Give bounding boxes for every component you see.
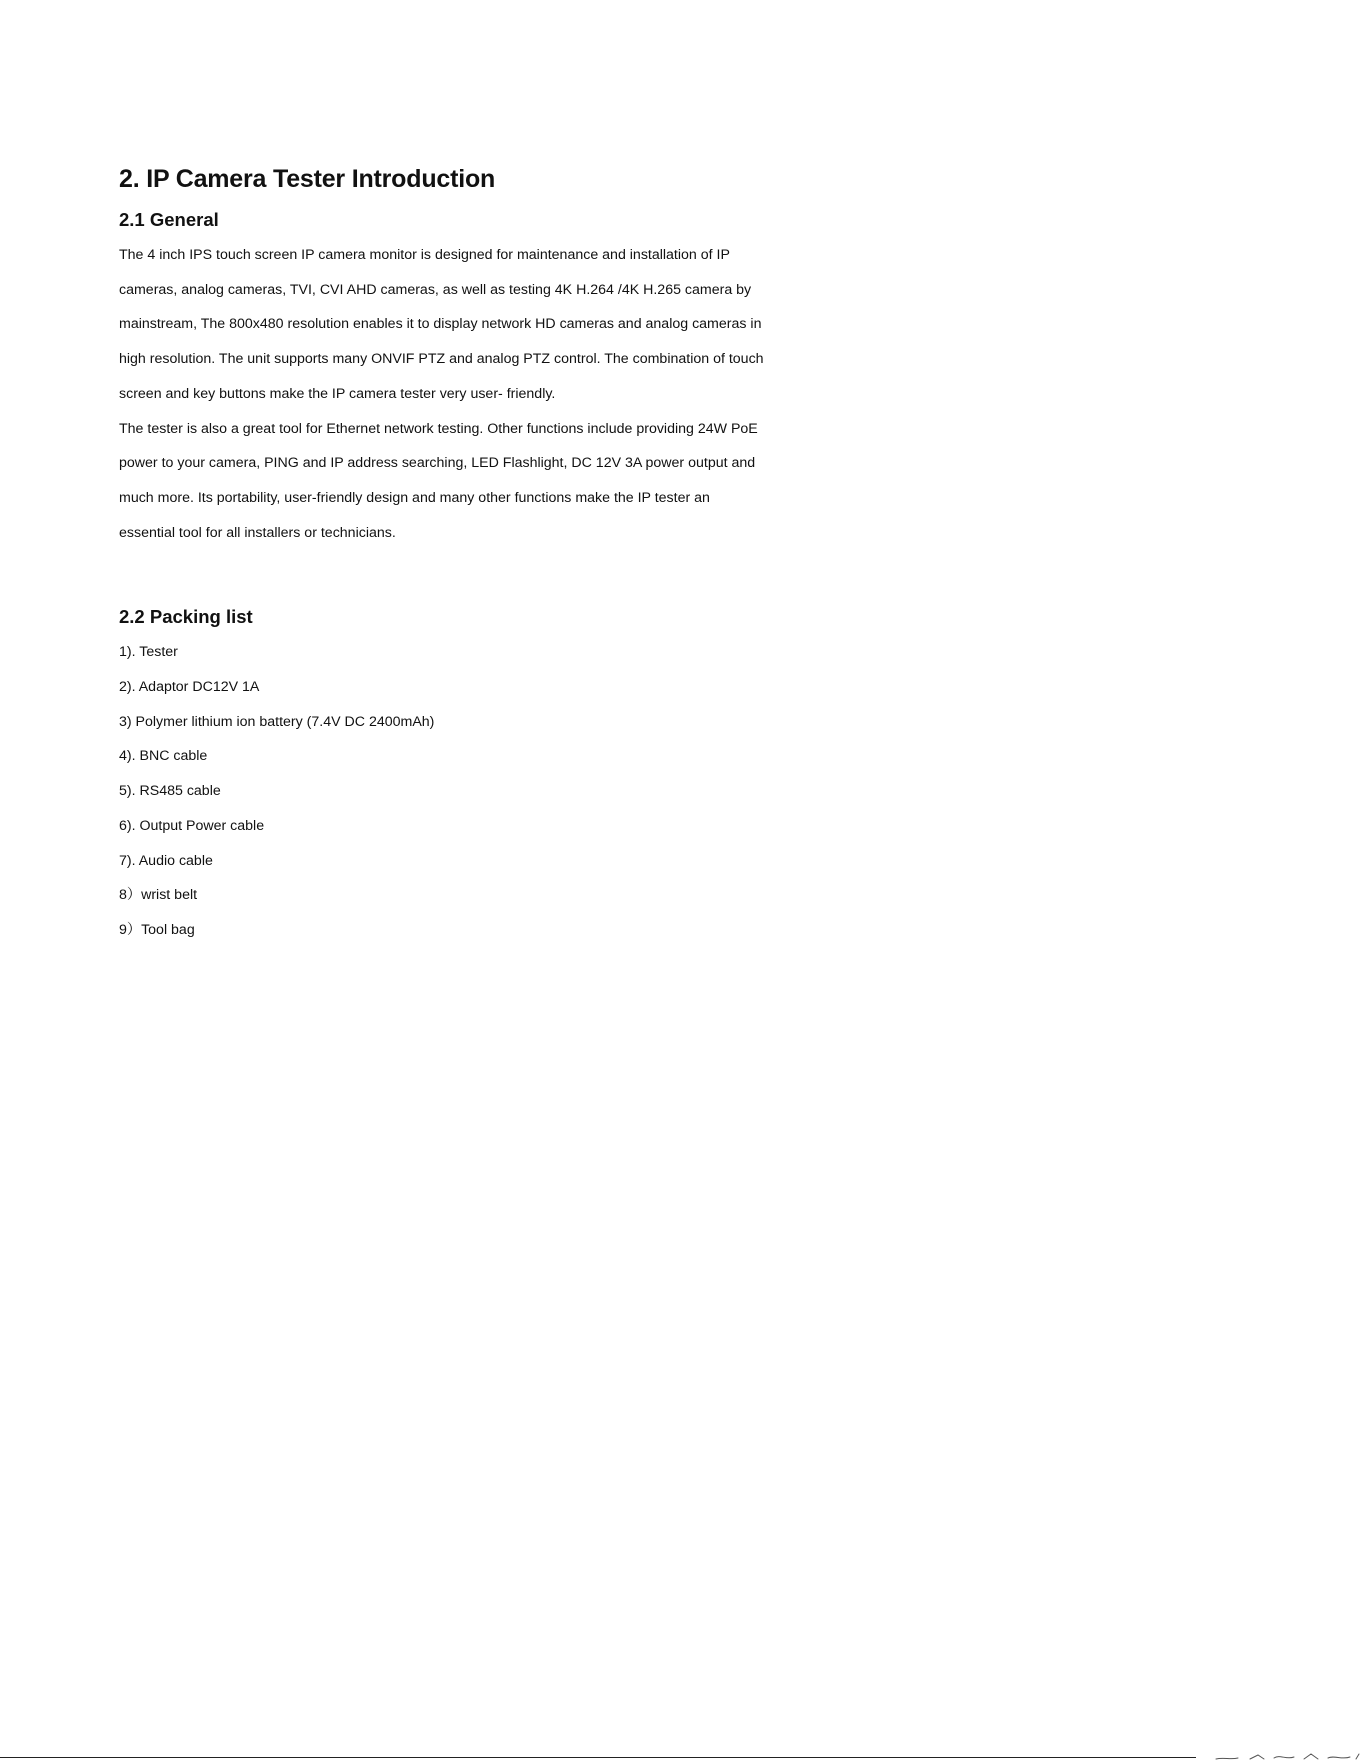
paragraph-line: much more. Its portability, user-friendly design and many other functions make the IP tester an: [119, 489, 710, 506]
document-content: [119, 157, 839, 948]
list-item: 8）wrist belt: [119, 887, 198, 904]
list-item: 4). BNC cable: [119, 748, 208, 765]
list-item: 9）Tool bag: [119, 921, 195, 938]
list-item: 7). Audio cable: [119, 852, 213, 869]
footer-handwriting-mark: [1210, 1748, 1361, 1761]
page-title: 2. IP Camera Tester Introduction: [119, 165, 496, 193]
paragraph-line: power to your camera, PING and IP address searching, LED Flashlight, DC 12V 3A power output and: [119, 455, 756, 472]
paragraph-line: The 4 inch IPS touch screen IP camera monitor is designed for maintenance and installation of IP: [119, 247, 730, 263]
list-item: 5). RS485 cable: [119, 783, 221, 800]
paragraph-line: essential tool for all installers or technicians.: [119, 524, 396, 541]
list-item: 1). Tester: [119, 644, 178, 661]
general-paragraph-2: [119, 412, 839, 551]
packing-list: [119, 635, 839, 947]
list-item: 6). Output Power cable: [119, 817, 265, 834]
list-item: 3) Polymer lithium ion battery (7.4V DC 2400mAh): [119, 713, 435, 730]
paragraph-line: cameras, analog cameras, TVI, CVI AHD cameras, as well as testing 4K H.264 /4K H.265 camera by: [119, 281, 752, 298]
general-paragraph-1: [119, 238, 839, 412]
list-item: 2). Adaptor DC12V 1A: [119, 679, 260, 696]
footer-divider: [0, 1757, 1196, 1758]
section-heading-packing-list: 2.2 Packing list: [119, 606, 253, 628]
paragraph-line: screen and key buttons make the IP camera tester very user- friendly.: [119, 385, 556, 402]
section-heading-general: 2.1 General: [119, 209, 219, 230]
paragraph-line: mainstream, The 800x480 resolution enables it to display network HD cameras and analog cameras in: [119, 316, 762, 333]
paragraph-line: The tester is also a great tool for Ethernet network testing. Other functions include providing 24W PoE: [119, 420, 758, 437]
paragraph-line: high resolution. The unit supports many ONVIF PTZ and analog PTZ control. The combination of touch: [119, 351, 764, 368]
